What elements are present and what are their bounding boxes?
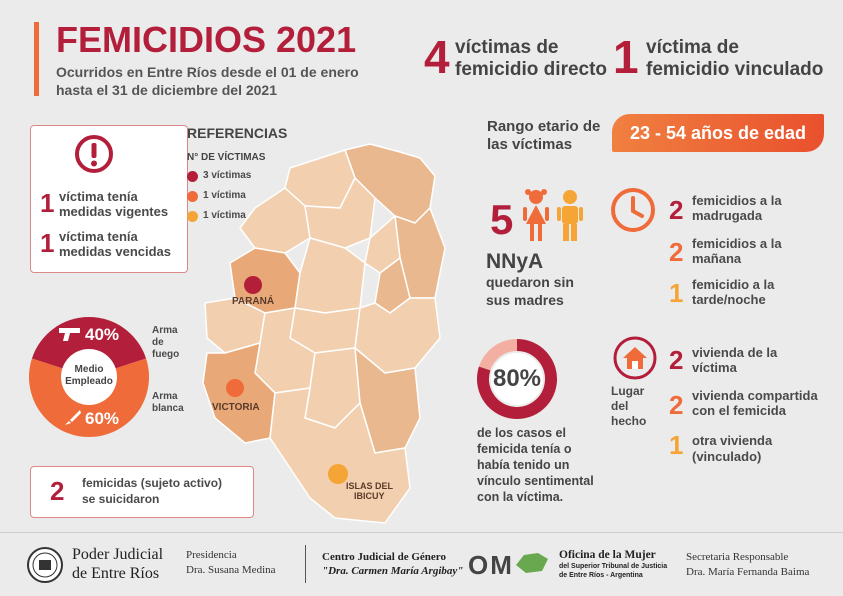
map-label-victoria: VICTORIA (212, 402, 260, 413)
knife-label-1: Arma (152, 391, 178, 402)
place-label-1: Lugar (611, 384, 645, 398)
relationship-line3: había tenido un (477, 458, 570, 472)
direct-victims-line2: femicidio directo (455, 59, 608, 80)
measures-valid-count: 1 (40, 188, 55, 218)
time-evening-line1: femicidio a la (692, 277, 775, 292)
place-shared-home-line2: con el femicida (692, 403, 786, 418)
page-title: FEMICIDIOS 2021 (56, 19, 357, 60)
linked-victims-line1: víctima de (646, 37, 739, 58)
knife-pct: 60% (85, 409, 120, 428)
place-victim-home-count: 2 (669, 345, 684, 375)
firearm-label-2: de (152, 337, 164, 348)
clock-icon (610, 187, 656, 238)
reference-label-1: 3 víctimas (203, 170, 252, 181)
girl-icon (522, 188, 550, 247)
judicial-seal-icon (26, 546, 64, 589)
reference-label-2: 1 víctima (203, 190, 246, 201)
footer-org-line2: de Entre Ríos (72, 565, 160, 582)
relationship-line2: femicida tenía o (477, 442, 572, 456)
reference-label-3: 1 víctima (203, 210, 246, 221)
measures-valid-line1: víctima tenía (59, 189, 138, 204)
linked-victims-count: 1 (613, 31, 639, 83)
map-marker-parana (244, 276, 262, 294)
children-title: NNyA (486, 250, 544, 273)
footer-presidency-line1: Presidencia (186, 549, 237, 561)
linked-victims-line2: femicidio vinculado (646, 59, 824, 80)
time-evening-line2: tarde/noche (692, 292, 766, 307)
gun-icon (58, 325, 82, 348)
om-logo: OM (468, 550, 514, 580)
house-icon (613, 336, 657, 385)
page-subtitle-2: hasta el 31 de diciembre del 2021 (56, 82, 278, 98)
footer-center-line2: "Dra. Carmen María Argibay" (322, 565, 464, 577)
references-subtitle: N° DE VÍCTIMAS (187, 152, 266, 163)
weapon-center-line2: Empleado (65, 376, 113, 387)
map-marker-ibicuy (328, 464, 348, 484)
footer-office-line2: del Superior Tribunal de Justicia (559, 563, 668, 570)
measures-expired-line1: víctima tenía (59, 229, 138, 244)
measures-expired-line2: medidas vencidas (59, 244, 171, 259)
time-morning-line2: mañana (692, 251, 742, 266)
firearm-label-3: fuego (152, 349, 180, 360)
place-victim-home-line2: víctima (692, 360, 737, 375)
suicide-count: 2 (50, 476, 65, 506)
map-label-ibicuy-2: IBICUY (354, 491, 385, 501)
place-shared-home-line1: vivienda compartida (692, 388, 818, 403)
footer-secretary-line2: Dra. María Fernanda Baima (686, 566, 810, 578)
time-evening-count: 1 (669, 278, 684, 308)
firearm-label-1: Arma (152, 325, 178, 336)
time-dawn-line1: femicidios a la (692, 193, 782, 208)
place-other-home-line2: (vinculado) (692, 449, 762, 464)
suicide-line2: se suicidaron (82, 492, 160, 506)
time-dawn-line2: madrugada (692, 208, 763, 223)
footer-secretary-line1: Secretaria Responsable (686, 551, 789, 563)
boy-icon (556, 188, 584, 247)
relationship-pct: 80% (492, 365, 542, 392)
place-label-3: hecho (611, 414, 647, 428)
time-morning-line1: femicidios a la (692, 236, 782, 251)
references-title: REFERENCIAS (187, 125, 288, 141)
map-label-ibicuy-1: ISLAS DEL (346, 481, 394, 491)
relationship-line4: vínculo sentimental (477, 474, 594, 488)
header-accent-bar (34, 22, 39, 96)
om-logo-shape-icon (514, 551, 550, 580)
footer-separator (305, 545, 306, 583)
measures-expired-count: 1 (40, 228, 55, 258)
time-morning-count: 2 (669, 237, 684, 267)
age-range-label-2: las víctimas (487, 136, 573, 153)
footer-org-line1: Poder Judicial (72, 546, 164, 563)
knife-icon (63, 407, 83, 432)
measures-valid-line2: medidas vigentes (59, 204, 169, 219)
children-count: 5 (490, 196, 514, 243)
children-line1: quedaron sin (486, 274, 574, 290)
relationship-line5: con la víctima. (477, 490, 564, 504)
firearm-pct: 40% (85, 325, 120, 344)
place-other-home-count: 1 (669, 430, 684, 460)
page-subtitle-1: Ocurridos en Entre Ríos desde el 01 de enero (56, 64, 359, 80)
map-marker-victoria (226, 379, 244, 397)
place-label-2: del (611, 399, 629, 413)
age-range-value: 23 - 54 años de edad (629, 123, 807, 143)
footer-center-line1: Centro Judicial de Género (322, 551, 446, 563)
place-shared-home-count: 2 (669, 390, 684, 420)
direct-victims-line1: víctimas de (455, 37, 559, 58)
children-line2: sus madres (486, 292, 564, 308)
knife-label-2: blanca (152, 403, 184, 414)
footer-presidency-line2: Dra. Susana Medina (186, 564, 276, 576)
relationship-line1: de los casos el (477, 426, 566, 440)
place-victim-home-line1: vivienda de la (692, 345, 778, 360)
map-label-parana: PARANÁ (232, 296, 275, 307)
suicide-line1: femicidas (sujeto activo) (82, 476, 223, 490)
footer-divider (0, 532, 843, 533)
age-range-label-1: Rango etario de (487, 118, 601, 135)
footer-office-line1: Oficina de la Mujer (559, 549, 656, 561)
weapon-center-line1: Medio (74, 364, 104, 375)
time-dawn-count: 2 (669, 195, 684, 225)
map-dept-villaguay (295, 238, 365, 313)
place-other-home-line1: otra vivienda (692, 433, 773, 448)
direct-victims-count: 4 (424, 31, 450, 83)
alert-icon (74, 134, 114, 179)
footer-office-line3: de Entre Ríos - Argentina (559, 572, 643, 579)
